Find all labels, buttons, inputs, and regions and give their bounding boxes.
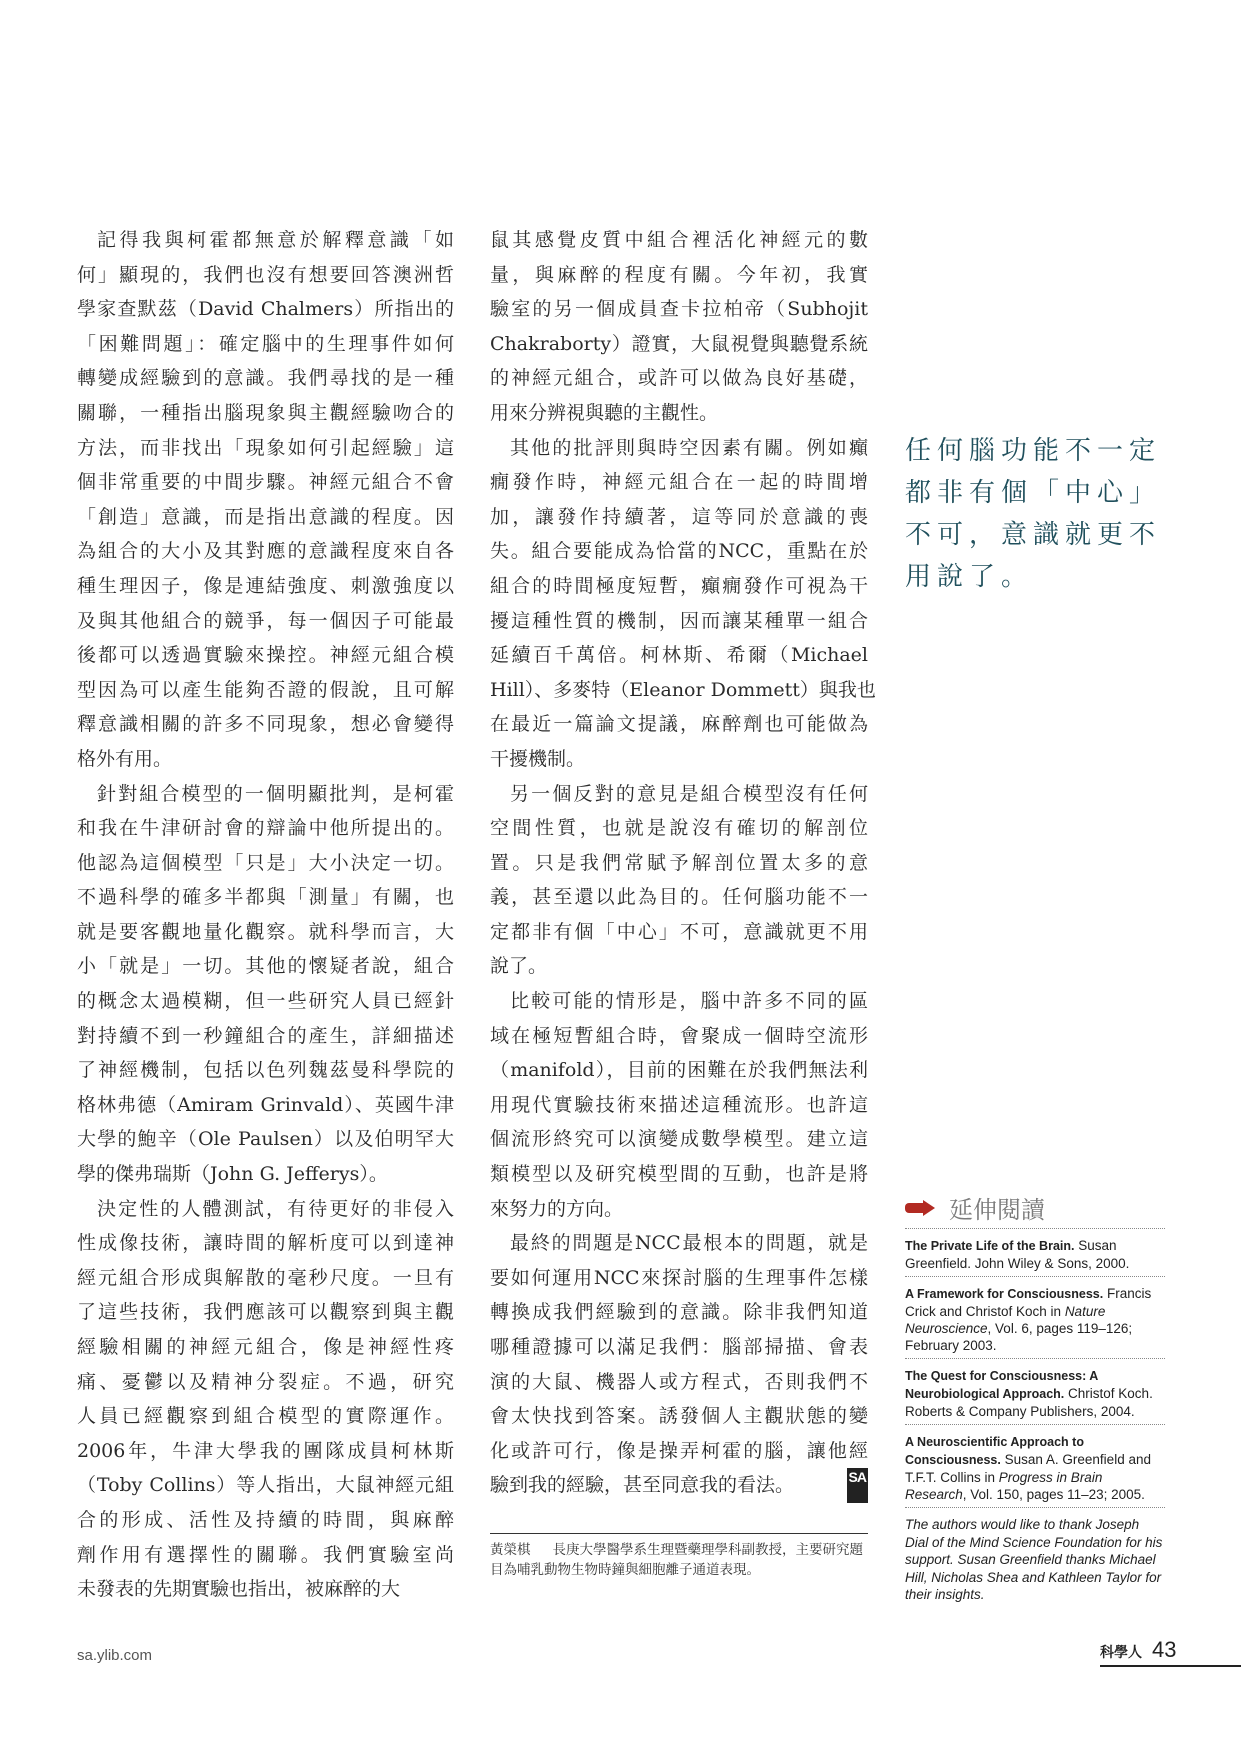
reading-entry bbox=[905, 1237, 1165, 1272]
text-line: 組合的時間極度短暫，癲癇發作可視為干 bbox=[490, 574, 868, 597]
text-line: 他認為這個模型「只是」大小決定一切。 bbox=[77, 851, 454, 874]
text-line: 延續百千萬倍。柯林斯、希爾（Michael bbox=[490, 644, 868, 667]
text-line-content: 驗到我的經驗，甚至同意我的看法。 bbox=[490, 1474, 795, 1497]
text-line: 2006年，牛津大學我的團隊成員柯林斯 bbox=[77, 1439, 454, 1462]
text-line: 經驗相關的神經元組合，像是神經性疼 bbox=[77, 1336, 454, 1358]
reading-entry-text: Susan Greenfield. John Wiley & Sons, 2000. bbox=[905, 1238, 1130, 1271]
text-line: 其他的批評則與時空因素有關。例如癲 bbox=[510, 436, 868, 459]
text-line: 記得我與柯霍都無意於解釋意識「如 bbox=[97, 229, 454, 251]
page-number: 43 bbox=[1152, 1637, 1177, 1662]
text-line: 後都可以透過實驗來操控。神經元組合模 bbox=[77, 644, 454, 667]
further-reading-header bbox=[905, 1190, 1165, 1224]
text-line: 比較可能的情形是，腦中許多不同的區 bbox=[510, 990, 868, 1013]
text-line: 關聯，一種指出腦現象與主觀經驗吻合的 bbox=[77, 401, 454, 424]
text-line: 對持續不到一秒鐘組合的產生，詳細描述 bbox=[77, 1024, 454, 1047]
text-line: 加，讓發作持續著，這等同於意識的喪 bbox=[490, 505, 868, 528]
text-line: 決定性的人體測試，有待更好的非侵入 bbox=[97, 1197, 454, 1220]
divider bbox=[905, 1228, 1165, 1229]
text-line: 「困難問題」：確定腦中的生理事件如何 bbox=[77, 332, 454, 355]
footer-url: sa.ylib.com bbox=[77, 1647, 153, 1664]
text-line: 來努力的方向。 bbox=[490, 1197, 624, 1220]
article-column-2 bbox=[490, 223, 876, 1503]
article-column-1 bbox=[77, 223, 454, 1607]
text-line: 的概念太過模糊，但一些研究人員已經針 bbox=[77, 990, 454, 1013]
text-line: 驗室的另一個成員查卡拉柏帝（Subhojit bbox=[490, 298, 868, 321]
text-line: 針對組合模型的一個明顯批判，是柯霍 bbox=[97, 782, 454, 805]
text-line: 經元組合形成與解散的毫秒尺度。一旦有 bbox=[77, 1266, 454, 1289]
text-line: 用現代實驗技術來描述這種流形。也許這 bbox=[490, 1093, 868, 1116]
reading-entry-text: Susan A. Greenfield and T.F.T. Collins in bbox=[905, 1452, 1151, 1485]
text-line: 量，與麻醉的程度有關。今年初，我實 bbox=[490, 263, 868, 286]
author-bio: 長庚大學醫學系生理暨藥理學科副教授，主要研究題目為哺乳動物生物時鐘與細胞離子通道表現。 bbox=[490, 1542, 863, 1578]
reading-entry bbox=[905, 1433, 1165, 1503]
reading-entry bbox=[905, 1367, 1165, 1420]
text-line: 大學的鮑辛（Ole Paulsen）以及伯明罕大 bbox=[77, 1128, 454, 1151]
reading-entry-text: Francis Crick and Christof Koch in bbox=[905, 1286, 1152, 1319]
pull-quote bbox=[905, 430, 1170, 598]
text-line: 學家查默茲（David Chalmers）所指出的 bbox=[77, 298, 454, 321]
text-line: 鼠其感覺皮質中組合裡活化神經元的數 bbox=[490, 229, 868, 251]
text-line: 不過科學的確多半都與「測量」有關，也 bbox=[77, 886, 454, 909]
text-line: 合的形成、活性及持續的時間，與麻醉 bbox=[77, 1508, 454, 1531]
reading-entry bbox=[905, 1285, 1165, 1354]
pull-quote-line: 都非有個「中心」 bbox=[905, 478, 1162, 508]
further-reading-title: 延伸閱讀 bbox=[949, 1195, 1045, 1224]
text-line: 個非常重要的中間步驟。神經元組合不會 bbox=[77, 471, 454, 494]
author-note bbox=[490, 1533, 868, 1580]
reading-entry-journal: Nature Neuroscience bbox=[905, 1304, 1106, 1336]
text-line: 演的大鼠、機器人或方程式，否則我們不 bbox=[490, 1370, 868, 1393]
text-line: 性成像技術，讓時間的解析度可以到達神 bbox=[77, 1232, 454, 1255]
text-line: 何」顯現的，我們也沒有想要回答澳洲哲 bbox=[77, 263, 454, 286]
divider bbox=[905, 1358, 1165, 1359]
text-line: 種生理因子，像是連結強度、刺激強度以 bbox=[77, 574, 454, 597]
text-line: 定都非有個「中心」不可，意識就更不用 bbox=[490, 920, 868, 943]
text-line: 癇發作時，神經元組合在一起的時間增 bbox=[490, 471, 868, 494]
text-line: 了神經機制，包括以色列魏茲曼科學院的 bbox=[77, 1059, 454, 1082]
text-line: 轉變成經驗到的意識。我們尋找的是一種 bbox=[77, 367, 454, 390]
reading-entry-title: The Quest for Consciousness: A Neurobiological Approach. bbox=[905, 1369, 1098, 1401]
text-line: 方法，而非找出「現象如何引起經驗」這 bbox=[77, 436, 454, 459]
text-line: 擾這種性質的機制，因而讓某種單一組合 bbox=[490, 609, 868, 632]
sa-end-mark-icon: SA bbox=[847, 1468, 868, 1503]
text-line: 用來分辨視與聽的主觀性。 bbox=[490, 401, 719, 424]
text-line: 要如何運用NCC來探討腦的生理事件怎樣 bbox=[490, 1266, 868, 1289]
text-line: 另一個反對的意見是組合模型沒有任何 bbox=[510, 782, 868, 805]
text-line: 格外有用。 bbox=[77, 747, 173, 770]
text-line: 干擾機制。 bbox=[490, 747, 586, 770]
text-line: 「創造」意識，而是指出意識的程度。因 bbox=[77, 505, 454, 528]
text-line: 型因為可以產生能夠否證的假說，且可解 bbox=[77, 678, 454, 701]
text-line: 人員已經觀察到組合模型的實際運作。 bbox=[77, 1405, 454, 1428]
text-line: 空間性質，也就是說沒有確切的解剖位 bbox=[490, 817, 868, 840]
text-line: 就是要客觀地量化觀察。就科學而言，大 bbox=[77, 920, 454, 943]
text-line: 劑作用有選擇性的關聯。我們實驗室尚 bbox=[77, 1543, 454, 1566]
reading-entry-text: , Vol. 150, pages 11–23; 2005. bbox=[962, 1487, 1145, 1502]
reading-entry-text: , Vol. 6, pages 119–126; February 2003. bbox=[905, 1321, 1133, 1353]
text-line: 了這些技術，我們應該可以觀察到與主觀 bbox=[77, 1301, 454, 1324]
reading-entry-text: Christof Koch. Roberts & Company Publishers, 2004. bbox=[905, 1386, 1153, 1419]
pull-quote-line: 任何腦功能不一定 bbox=[905, 436, 1162, 466]
folio bbox=[1100, 1637, 1241, 1667]
text-line: 小「就是」一切。其他的懷疑者說，組合 bbox=[77, 955, 454, 978]
text-line: 類模型以及研究模型間的互動，也許是將 bbox=[490, 1163, 868, 1186]
text-line: 哪種證據可以滿足我們：腦部掃描、會表 bbox=[490, 1336, 868, 1358]
reading-entry-title: The Private Life of the Brain. bbox=[905, 1239, 1075, 1253]
pull-quote-line: 不可，意識就更不 bbox=[905, 520, 1162, 550]
text-line: 置。只是我們常賦予解剖位置太多的意 bbox=[490, 851, 868, 874]
acknowledgements: The authors would like to thank Joseph Dial of the Mind Science Foundation for his support. Susan Greenfield thanks Michael Hill, Nicholas Shea and Kathleen Taylor for their insights. bbox=[905, 1517, 1163, 1602]
text-line: 痛、憂鬱以及精神分裂症。不過，研究 bbox=[77, 1370, 454, 1393]
text-line: 在最近一篇論文提議，麻醉劑也可能做為 bbox=[490, 713, 868, 736]
text-line: 化或許可行，像是操弄柯霍的腦，讓他經 bbox=[490, 1439, 868, 1462]
divider bbox=[905, 1424, 1165, 1425]
text-line: 未發表的先期實驗也指出，被麻醉的大 bbox=[77, 1578, 401, 1601]
text-line: 最終的問題是NCC最根本的問題，就是 bbox=[510, 1232, 868, 1255]
text-line: 轉換成我們經驗到的意識。除非我們知道 bbox=[490, 1301, 868, 1324]
text-line: 學的傑弗瑞斯（John G. Jefferys）。 bbox=[77, 1163, 388, 1186]
text-line: 域在極短暫組合時，會聚成一個時空流形 bbox=[490, 1024, 868, 1047]
arrow-right-icon bbox=[905, 1200, 935, 1214]
text-line: 釋意識相關的許多不同現象，想必會變得 bbox=[77, 713, 454, 736]
text-line: 義，甚至還以此為目的。任何腦功能不一 bbox=[490, 886, 868, 909]
reading-entry-title: A Framework for Consciousness. bbox=[905, 1287, 1104, 1301]
text-line: 格林弗德（Amiram Grinvald）、英國牛津 bbox=[77, 1093, 454, 1116]
text-line: （Toby Collins）等人指出，大鼠神經元組 bbox=[77, 1474, 454, 1497]
text-line: 的神經元組合，或許可以做為良好基礎， bbox=[490, 367, 868, 390]
author-name: 黃榮棋 bbox=[490, 1542, 531, 1558]
text-line: 說了。 bbox=[490, 955, 548, 978]
divider bbox=[905, 1507, 1165, 1508]
text-line: 和我在牛津研討會的辯論中他所提出的。 bbox=[77, 817, 454, 840]
text-line: 失。組合要能成為恰當的NCC，重點在於 bbox=[490, 540, 868, 563]
pull-quote-line: 用說了。 bbox=[905, 562, 1034, 592]
text-line: 及與其他組合的競爭，每一個因子可能最 bbox=[77, 609, 454, 632]
text-line: （manifold），目前的困難在於我們無法利 bbox=[490, 1059, 868, 1082]
text-line: 會太快找到答案。誘發個人主觀狀態的變 bbox=[490, 1405, 868, 1428]
reading-entry-journal: Progress in Brain Research bbox=[905, 1470, 1103, 1502]
text-line: 個流形終究可以演變成數學模型。建立這 bbox=[490, 1128, 868, 1151]
text-line: Hill）、多麥特（Eleanor Dommett）與我也 bbox=[490, 678, 876, 701]
reading-entry-title: A Neuroscientific Approach to Consciousness. bbox=[905, 1435, 1084, 1467]
divider bbox=[905, 1276, 1165, 1277]
text-line: Chakraborty）證實，大鼠視覺與聽覺系統 bbox=[490, 332, 868, 355]
magazine-name: 科學人 bbox=[1100, 1645, 1142, 1661]
text-line bbox=[490, 1468, 868, 1503]
further-reading bbox=[905, 1190, 1165, 1604]
text-line: 為組合的大小及其對應的意識程度來自各 bbox=[77, 540, 454, 563]
